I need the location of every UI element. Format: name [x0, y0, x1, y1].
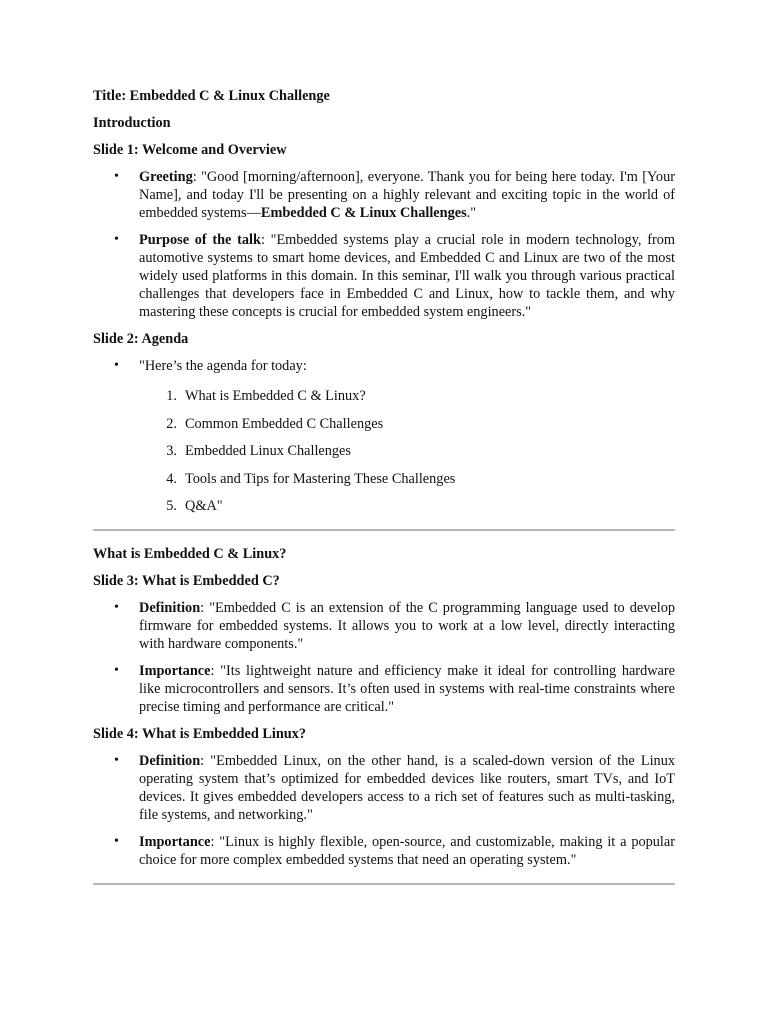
agenda-item [139, 387, 675, 405]
list-item [93, 752, 675, 824]
slide1-heading: Slide 1: Welcome and Overview [93, 142, 287, 158]
purpose-text: : "Embedded systems play a crucial role in modern technology, from automotive systems to smart home devices, and Embedded C and Linux are two of the most widely used platforms in this domain. In this seminar, I'll walk you through various practical challenges that developers face in Embedded C and Linux, how to tackle them, and why mastering these concepts is crucial for embedded system engineers." [139, 232, 675, 320]
greeting-end: ." [466, 205, 477, 221]
importance-text: : "Linux is highly flexible, open-source, and customizable, making it a popular choice for more complex embedded systems that need an operating system." [139, 834, 675, 868]
agenda-number: 1. [166, 388, 177, 404]
greeting-label: Greeting [139, 169, 193, 185]
purpose-label: Purpose of the talk [139, 232, 261, 248]
introduction-heading: Introduction [93, 115, 171, 131]
agenda-text: What is Embedded C & Linux? [185, 388, 366, 404]
greeting-text: : "Good [morning/afternoon], everyone. Thank you for being here today. I'm [Your Name], and today I'll be presenting on a highly relevant and exciting topic in the world of embedded systems— [139, 169, 675, 221]
agenda-text: Embedded Linux Challenges [185, 443, 351, 459]
definition-text: : "Embedded Linux, on the other hand, is a scaled-down version of the Linux operating system that’s optimized for embedded devices like routers, smart TVs, and IoT devices. It gives embedded developers access to a rich set of features such as multi-tasking, file systems, and networking." [139, 753, 675, 823]
slide3-heading: Slide 3: What is Embedded C? [93, 573, 280, 589]
slide2-heading: Slide 2: Agenda [93, 331, 189, 347]
agenda-item [139, 497, 675, 515]
agenda-item [139, 442, 675, 460]
agenda-intro: "Here’s the agenda for today: [139, 358, 307, 374]
greeting-bold-topic: Embedded C & Linux Challenges [260, 205, 467, 221]
importance-text: : "Its lightweight nature and efficiency make it ideal for controlling hardware like microcontrollers and sensors. It’s often used in systems with real-time constraints where precise timing and performance are critical." [139, 663, 675, 715]
agenda-item [139, 470, 675, 488]
definition-label: Definition [139, 753, 201, 769]
list-item [93, 231, 675, 321]
slide4-heading: Slide 4: What is Embedded Linux? [93, 726, 307, 742]
agenda-number: 4. [166, 470, 177, 487]
document-title: Title: Embedded C & Linux Challenge [93, 88, 330, 104]
slide3-bullets [93, 599, 675, 716]
definition-label: Definition [139, 600, 201, 616]
slide2-bullets [93, 357, 675, 515]
list-item [93, 168, 675, 222]
importance-label: Importance [139, 663, 211, 679]
agenda-item [139, 415, 675, 433]
agenda-text: Common Embedded C Challenges [185, 415, 384, 432]
agenda-text: Tools and Tips for Mastering These Challenges [185, 470, 456, 487]
importance-label: Importance [139, 834, 211, 850]
slide1-bullets [93, 168, 675, 321]
section-divider [93, 883, 675, 885]
section-divider [93, 529, 675, 531]
agenda-number: 5. [166, 498, 177, 514]
list-item [93, 599, 675, 653]
list-item [93, 662, 675, 716]
list-item [93, 357, 675, 515]
agenda-list [139, 387, 675, 515]
definition-text: : "Embedded C is an extension of the C programming language used to develop firmware for embedded systems. It allows you to work at a low level, directly interacting with hardware components." [139, 600, 675, 652]
document-content [93, 87, 675, 899]
agenda-number: 2. [166, 415, 177, 432]
list-item [93, 833, 675, 869]
section2-heading: What is Embedded C & Linux? [93, 546, 287, 562]
agenda-number: 3. [166, 443, 177, 459]
agenda-text: Q&A" [185, 498, 223, 514]
slide4-bullets [93, 752, 675, 869]
